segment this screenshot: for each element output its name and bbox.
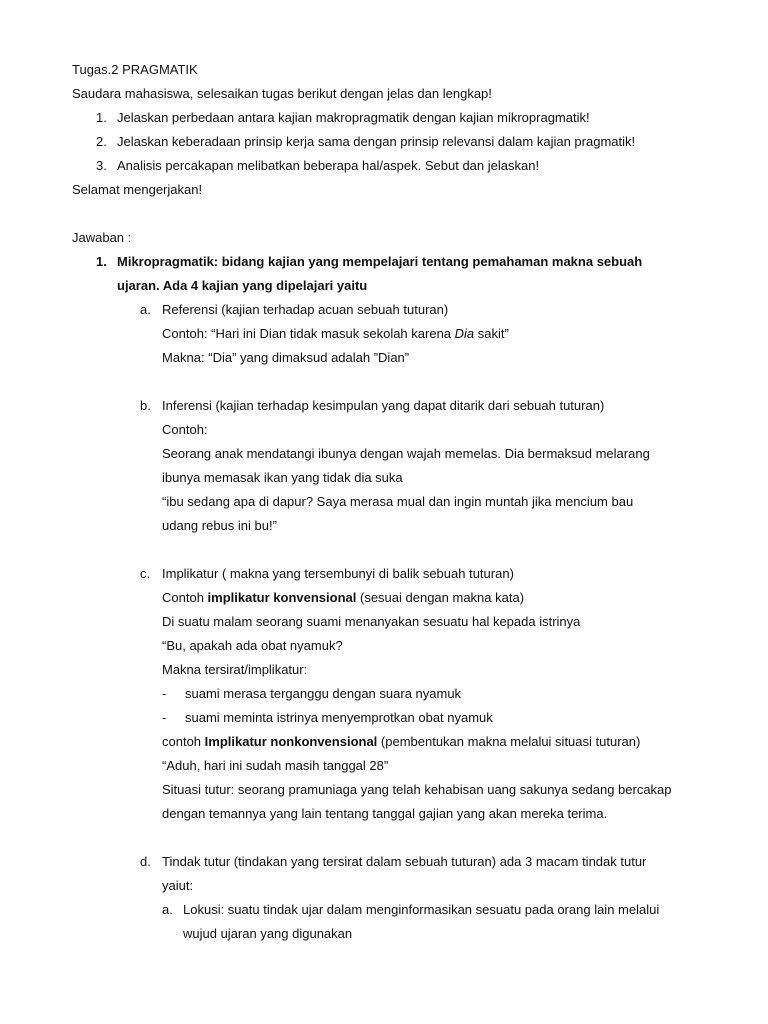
example-text: dengan temannya yang lain tentang tanggal gajian yang akan mereka terima. — [162, 806, 608, 821]
subitem-title: yaiut: — [162, 878, 194, 893]
example-text: Makna tersirat/implikatur: — [162, 662, 308, 677]
subitem-letter: a. — [140, 302, 151, 317]
subitem-letter: c. — [140, 566, 151, 581]
subitem-letter: b. — [140, 398, 151, 413]
task-text: Analisis percakapan melibatkan beberapa hal/aspek. Sebut dan jelaskan! — [117, 158, 540, 173]
bullet-dash: - — [162, 710, 167, 725]
example-text: contoh Implikatur nonkonvensional (pembentukan makna melalui situasi tuturan) — [162, 734, 641, 749]
subitem-title: Referensi (kajian terhadap acuan sebuah tuturan) — [162, 302, 449, 317]
bullet-text: suami merasa terganggu dengan suara nyamuk — [185, 686, 462, 701]
bullet-dash: - — [162, 686, 167, 701]
example-label: Contoh: — [162, 422, 208, 437]
subitem-title: Inferensi (kajian terhadap kesimpulan yang dapat ditarik dari sebuah tuturan) — [162, 398, 605, 413]
task-number: 3. — [96, 158, 107, 173]
answer-heading: Mikropragmatik: bidang kajian yang mempelajari tentang pemahaman makna sebuah — [117, 254, 643, 269]
subitem-text: wujud ujaran yang digunakan — [183, 926, 353, 941]
task-number: 2. — [96, 134, 107, 149]
example-text: Situasi tutur: seorang pramuniaga yang telah kehabisan uang sakunya sedang bercakap — [162, 782, 672, 797]
example-text: ibunya memasak ikan yang tidak dia suka — [162, 470, 403, 485]
example-text: Contoh implikatur konvensional (sesuai dengan makna kata) — [162, 590, 525, 605]
answer-label: Jawaban : — [72, 230, 132, 245]
subitem-text: Lokusi: suatu tindak ujar dalam menginformasikan sesuatu pada orang lain melalui — [183, 902, 660, 917]
subitem-letter: d. — [140, 854, 151, 869]
example-text: “Bu, apakah ada obat nyamuk? — [162, 638, 343, 653]
answer-number: 1. — [96, 254, 107, 269]
example-text: Seorang anak mendatangi ibunya dengan wajah memelas. Dia bermaksud melarang — [162, 446, 650, 461]
answer-heading: ujaran. Ada 4 kajian yang dipelajari yaitu — [117, 278, 368, 293]
task-text: Jelaskan perbedaan antara kajian makropragmatik dengan kajian mikropragmatik! — [117, 110, 590, 125]
task-number: 1. — [96, 110, 107, 125]
subitem-title: Tindak tutur (tindakan yang tersirat dalam sebuah tuturan) ada 3 macam tindak tutur — [162, 854, 647, 869]
example-text: Di suatu malam seorang suami menanyakan sesuatu hal kepada istrinya — [162, 614, 581, 629]
task-text: Jelaskan keberadaan prinsip kerja sama dengan prinsip relevansi dalam kajian pragmatik! — [117, 134, 636, 149]
subitem-letter: a. — [162, 902, 173, 917]
example-text: Contoh: “Hari ini Dian tidak masuk sekolah karena Dia sakit” — [162, 326, 509, 341]
intro-text: Saudara mahasiswa, selesaikan tugas berikut dengan jelas dan lengkap! — [72, 86, 492, 101]
meaning-text: Makna: “Dia” yang dimaksud adalah ”Dian” — [162, 350, 410, 365]
example-text: udang rebus ini bu!” — [162, 518, 277, 533]
example-text: “ibu sedang apa di dapur? Saya merasa mual dan ingin muntah jika mencium bau — [162, 494, 634, 509]
document-title: Tugas.2 PRAGMATIK — [72, 62, 198, 77]
bullet-text: suami meminta istrinya menyemprotkan obat nyamuk — [185, 710, 493, 725]
example-text: “Aduh, hari ini sudah masih tanggal 28” — [162, 758, 389, 773]
subitem-title: Implikatur ( makna yang tersembunyi di balik sebuah tuturan) — [162, 566, 514, 581]
closing-text: Selamat mengerjakan! — [72, 182, 203, 197]
